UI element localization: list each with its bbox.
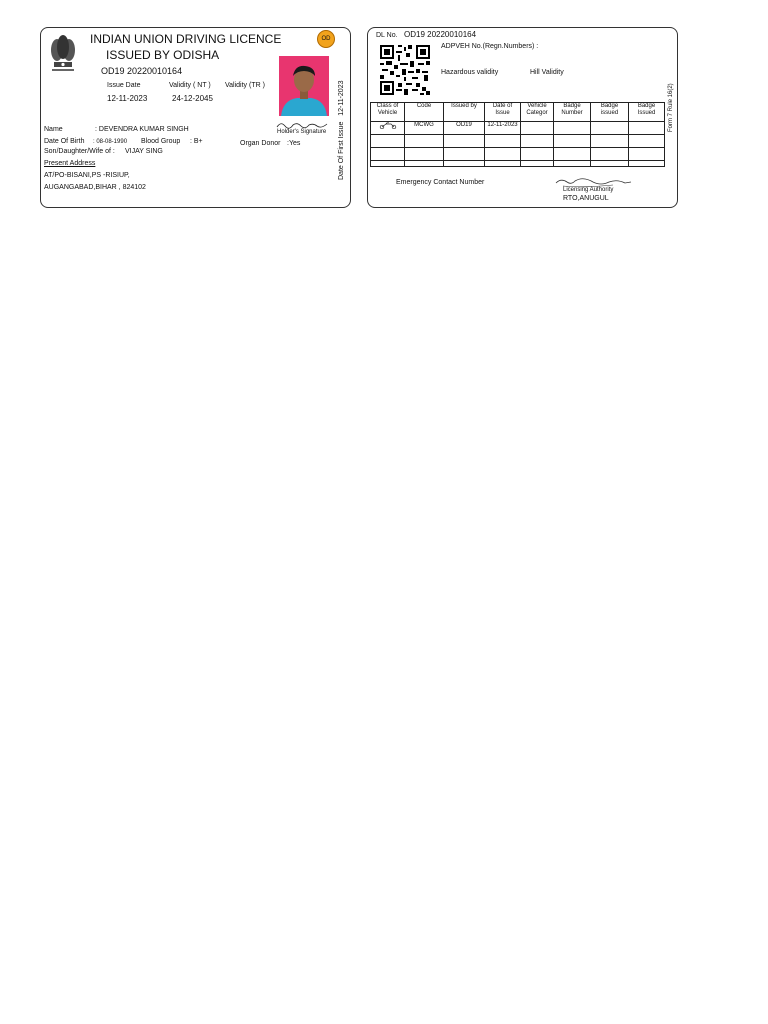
blood-group-label: Blood Group — [141, 138, 181, 145]
validity-tr-label: Validity (TR ) — [225, 82, 265, 89]
relation-label: Son/Daughter/Wife of : — [44, 148, 115, 155]
table-cell — [485, 161, 521, 167]
vehicle-class-table — [370, 102, 665, 167]
emergency-contact-label: Emergency Contact Number — [396, 179, 485, 186]
table-header: Badge Issued — [629, 103, 665, 122]
licence-back-card — [367, 27, 678, 208]
table-header: Issued by — [444, 103, 485, 122]
table-cell — [591, 148, 629, 161]
adpveh-label: ADPVEH No.(Regn.Numbers) : — [441, 43, 539, 50]
table-cell — [629, 122, 665, 135]
holder-photo — [279, 56, 329, 116]
organ-donor-label: Organ Donor — [240, 140, 281, 147]
validity-nt-value: 24-12-2045 — [172, 94, 213, 103]
organ-donor-value: :Yes — [287, 140, 301, 147]
first-issue-label: Date Of First Issue — [338, 121, 345, 180]
table-header-row — [371, 103, 665, 122]
table-cell — [591, 122, 629, 135]
table-header: Class of Vehicle — [371, 103, 405, 122]
table-cell — [554, 135, 591, 148]
table-cell — [485, 135, 521, 148]
rto-label: RTO,ANUGUL — [563, 195, 609, 202]
table-row — [371, 161, 665, 167]
hazardous-validity-label: Hazardous validity — [441, 69, 499, 76]
table-cell — [405, 135, 444, 148]
name-label: Name — [44, 126, 63, 133]
dl-number: OD19 20220010164 — [101, 66, 183, 76]
table-cell: MCWG — [405, 122, 444, 135]
relation-value: VIJAY SING — [125, 148, 163, 155]
blood-group-value: : B+ — [190, 138, 203, 145]
licence-front-card — [40, 27, 351, 208]
address-line-1: AT/PO-BISANI,PS -RISIUP, — [44, 172, 130, 179]
first-issue-vertical — [338, 81, 345, 181]
table-cell: OD19 — [444, 122, 485, 135]
hill-validity-label: Hill Validity — [530, 69, 564, 76]
table-cell — [554, 122, 591, 135]
issuing-state: ISSUED BY ODISHA — [106, 48, 220, 62]
table-cell — [591, 161, 629, 167]
table-cell — [371, 135, 405, 148]
table-cell — [405, 148, 444, 161]
table-row — [371, 122, 665, 135]
table-header: Badge issued — [591, 103, 629, 122]
qr-code-icon — [380, 45, 430, 95]
state-code-badge: OD — [317, 30, 335, 48]
national-emblem-icon — [45, 32, 81, 76]
validity-nt-label: Validity ( NT ) — [169, 82, 211, 89]
holder-signature-label: Holder's Signature — [277, 129, 327, 135]
issue-date-label: Issue Date — [107, 82, 141, 89]
table-header: Vehicle Categor — [521, 103, 554, 122]
issue-date-value: 12-11-2023 — [107, 94, 148, 103]
table-header: Code — [405, 103, 444, 122]
table-cell — [554, 161, 591, 167]
table-cell — [371, 122, 405, 135]
table-cell — [629, 135, 665, 148]
dob-label: Date Of Birth — [44, 138, 85, 145]
table-cell — [405, 161, 444, 167]
table-header: Date of Issue — [485, 103, 521, 122]
table-cell — [444, 148, 485, 161]
licensing-authority-label: Licensing Authority — [563, 187, 614, 193]
table-cell — [629, 148, 665, 161]
motorcycle-icon — [378, 122, 398, 129]
table-cell — [371, 161, 405, 167]
table-row — [371, 135, 665, 148]
dl-no-value: OD19 20220010164 — [404, 30, 477, 39]
first-issue-date: 12-11-2023 — [338, 80, 345, 116]
table-cell — [629, 161, 665, 167]
table-cell — [371, 148, 405, 161]
form-rule-label: Form 7 Rule 16(2) — [668, 83, 674, 132]
licence-title: INDIAN UNION DRIVING LICENCE — [90, 32, 282, 46]
table-cell — [521, 122, 554, 135]
table-cell: 12-11-2023 — [485, 122, 521, 135]
table-cell — [521, 135, 554, 148]
table-cell — [444, 161, 485, 167]
table-cell — [485, 148, 521, 161]
dl-no-label: DL No. — [376, 32, 398, 39]
address-line-2: AUGANGABAD,BIHAR , 824102 — [44, 184, 146, 191]
table-header: Badge Number — [554, 103, 591, 122]
table-row — [371, 148, 665, 161]
table-cell — [444, 135, 485, 148]
present-address-label: Present Address — [44, 160, 96, 167]
table-cell — [591, 135, 629, 148]
dob-value: : 08-08-1990 — [93, 139, 128, 145]
name-value: : DEVENDRA KUMAR SINGH — [95, 126, 189, 133]
person-icon — [279, 56, 329, 116]
table-cell — [521, 148, 554, 161]
table-cell — [554, 148, 591, 161]
table-cell — [521, 161, 554, 167]
